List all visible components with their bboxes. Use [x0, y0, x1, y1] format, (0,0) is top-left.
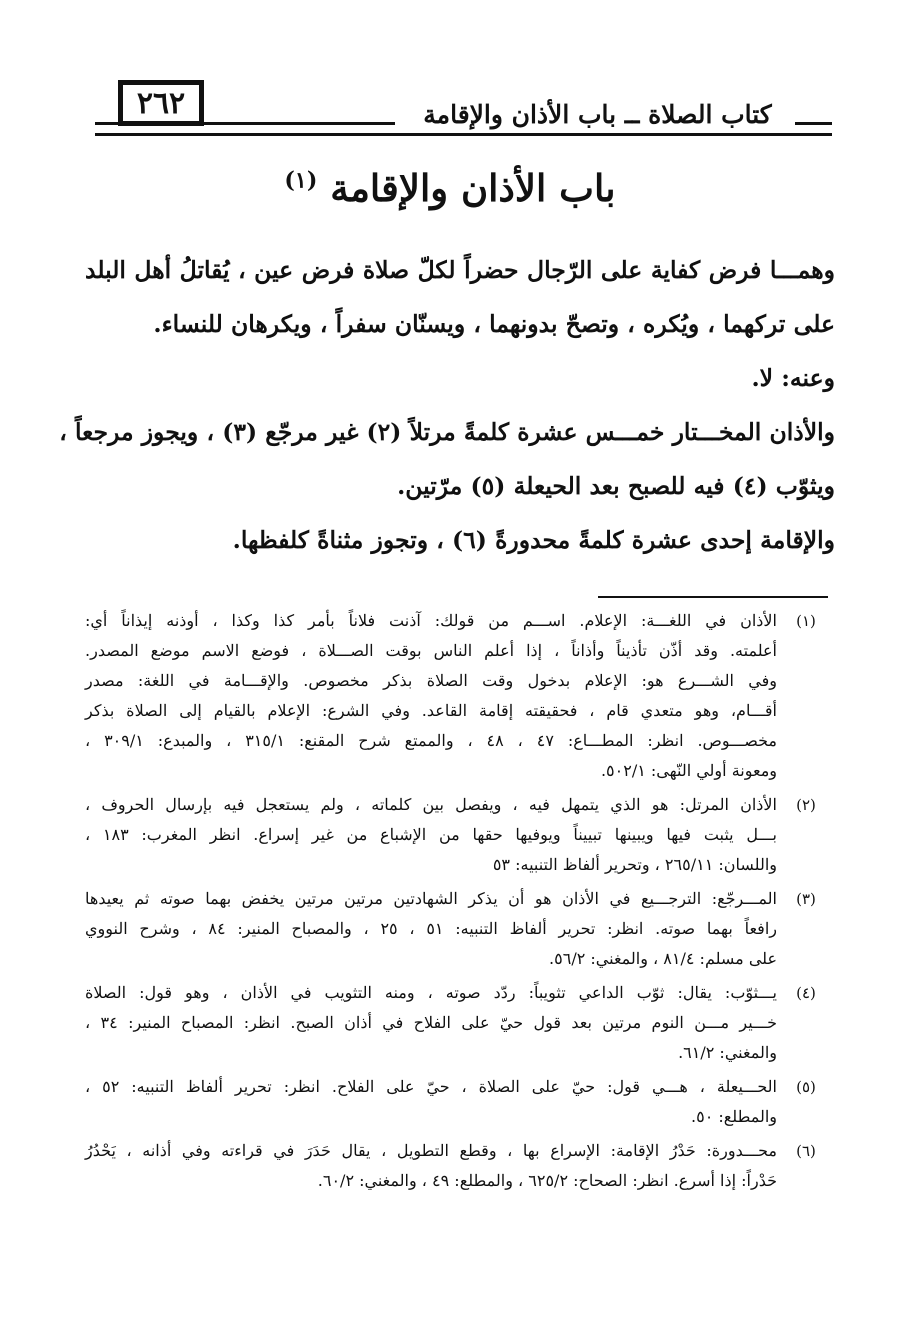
chapter-title-text: باب الأذان والإقامة: [330, 166, 616, 210]
footnote-text: [85, 606, 777, 786]
running-title: كتاب الصلاة ــ باب الأذان والإقامة: [423, 100, 772, 129]
footnote-line: الأذان المرتل: هو الذي يتمهل فيه ، ويفصل بين كلماته ، ولم يستعجل فيه بإرسال الحروف ،: [85, 795, 777, 814]
body-line: والأذان المخـــتار خمـــس عشرة كلمةً مرتلاً (٢) غير مرجّع (٣) ، ويجوز مرجعاً ،: [59, 418, 835, 446]
footnote-number: (٢): [796, 796, 816, 814]
page-header: [95, 78, 832, 140]
footnote-line: واللسان: ٢٦٥/١١ ، وتحرير ألفاظ التنبيه: ٥٣: [492, 855, 777, 874]
main-text: [59, 243, 835, 567]
footnote-line: الأذان في اللغـــة: الإعلام. اســـم من قولك: آذنت فلاناً بأمر كذا وكذا ، أوذنه إيذاناً أي:: [85, 611, 777, 630]
footnote-line: أعلمته. وقد أذّن تأذيناً وأذاناً ، إذا أعلم الناس بوقت الصـــلاة ، فوضع الاسم موضع المصدر.: [85, 641, 777, 660]
footnote-number: (٣): [796, 890, 816, 908]
footnote-separator: [598, 596, 828, 598]
footnotes: [85, 606, 835, 1200]
body-line: ويثوّب (٤) فيه للصبح بعد الحيعلة (٥) مرّتين.: [397, 472, 835, 500]
footnote-line: خـــير مـــن النوم مرتين بعد قول حيّ على الفلاح في أذان الصبح. انظر: المصباح المنير: ٣٤ ،: [85, 1013, 778, 1032]
body-line: على تركهما ، ويُكره ، وتصحّ بدونهما ، ويسنّان سفراً ، ويكرهان للنساء.: [153, 310, 835, 338]
footnote-text: [85, 978, 777, 1068]
footnote-number: (٦): [796, 1142, 816, 1160]
body-line: والإقامة إحدى عشرة كلمةً محدورةً (٦) ، وتجوز مثناةً كلفظها.: [232, 526, 835, 554]
footnote-line: الحـــيعلة ، هـــي قول: حيّ على الصلاة ، حيّ على الفلاح. انظر: تحرير ألفاظ التنبيه: ٥٢ ،: [85, 1077, 777, 1096]
footnote: [85, 1136, 835, 1196]
chapter-footnote-ref: (١): [284, 167, 318, 194]
footnote-text: [85, 1136, 777, 1196]
footnote-number: (٥): [796, 1078, 816, 1096]
footnote-line: ومعونة أولي النّهى: ٥٠٢/١.: [600, 761, 777, 780]
footnote-line: أقـــام، وهو متعدي قام ، فحقيقته إقامة القاعد. وفي الشرع: الإعلام بالقيام إلى الصلاة بذكر: [85, 701, 777, 720]
footnote-line: حَدْراً: إذا أسرع. انظر: الصحاح: ٦٢٥/٢ ، والمطلع: ٤٩ ، والمغني: ٦٠/٢.: [317, 1171, 777, 1190]
footnote-number: (٤): [796, 984, 816, 1002]
footnote-line: رافعاً بهما صوته. انظر: تحرير ألفاظ التنبيه: ٥١ ، ٢٥ ، والمصباح المنير: ٨٤ ، وشرح النووي: [85, 919, 777, 938]
footnote: [85, 1072, 835, 1132]
header-rule: [95, 133, 832, 136]
footnote-text: [85, 790, 777, 880]
footnote: [85, 790, 835, 880]
footnote-line: والمغني: ٦١/٢.: [678, 1043, 777, 1062]
footnote-line: المـــرجّع: الترجـــيع في الأذان هو أن يذكر الشهادتين مرتين مرتين يخفض بهما صوته ثم يعيدها: [85, 889, 777, 908]
body-line: وهمـــا فرض كفاية على الرّجال حضراً لكلّ صلاة فرض عين ، يُقاتلُ أهل البلد: [85, 256, 835, 284]
footnote-number: (١): [796, 612, 816, 630]
body-line: وعنه: لا.: [751, 364, 835, 392]
footnote: [85, 884, 835, 974]
footnote-text: [85, 884, 777, 974]
chapter-title: [140, 166, 760, 210]
footnote-line: على مسلم: ٨١/٤ ، والمغني: ٥٦/٢.: [549, 949, 777, 968]
footnote-line: مخصـــوص. انظر: المطـــاع: ٤٧ ، ٤٨ ، والممتع شرح المقنع: ٣١٥/١ ، والمبدع: ٣٠٩/١ ،: [85, 731, 777, 750]
footnote: [85, 978, 835, 1068]
footnote: [85, 606, 835, 786]
footnote-line: بـــل يثبت فيها ويبينها تبييناً ويوفيها حقها من الإشباع من غير إسراع. انظر المغرب: ١٨٣ ،: [85, 825, 778, 844]
footnote-text: [85, 1072, 777, 1132]
footnote-line: وفي الشـــرع هو: الإعلام بدخول وقت الصلاة بذكر مخصوص. والإقـــامة في اللغة: مصدر: [85, 671, 777, 690]
footnote-line: والمطلع: ٥٠.: [691, 1107, 777, 1126]
header-rule-right: [795, 122, 832, 125]
footnote-line: محـــدورة: حَدْرُ الإقامة: الإسراع بها ، وقطع التطويل ، يقال حَدَرَ في قراءته وفي أذانه ، يَحْدُرُ: [85, 1141, 777, 1160]
page-number: ٢٦٢: [118, 80, 204, 126]
footnote-line: يـــثوّب: يقال: ثوّب الداعي تثويباً: ردّد صوته ، ومنه التثويب في الأذان ، وهو قول: الصلاة: [85, 983, 777, 1002]
